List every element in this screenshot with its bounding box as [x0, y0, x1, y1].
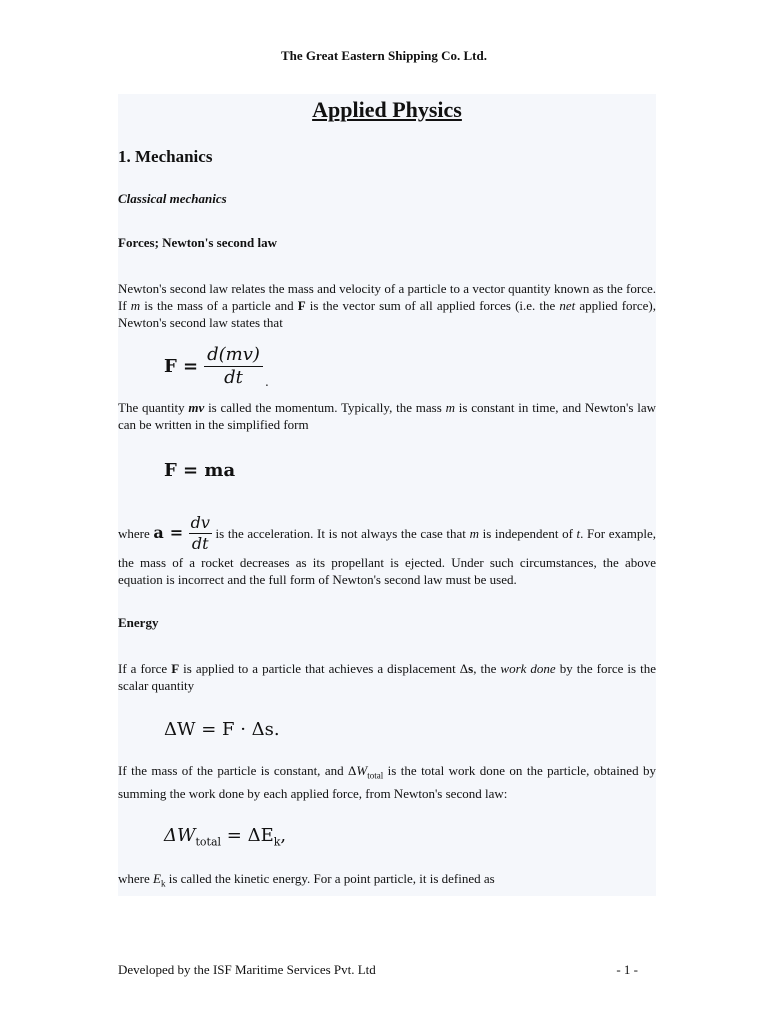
- paragraph-work: If a force F is applied to a particle that achieves a displacement Δs, the work done by the force is the scalar quantity: [118, 661, 656, 693]
- company-header: The Great Eastern Shipping Co. Ltd.: [281, 48, 487, 63]
- paragraph-total-work: If the mass of the particle is constant, and $\Delta W_{total}$ is the total work done on the particle, obtained by summing the work done by each applied force, from Newton's second law:: [118, 763, 656, 801]
- equation-kinetic: $\Delta W_{total} = \Delta E_k$,: [164, 824, 287, 849]
- paragraph-newton: Newton's second law relates the mass and velocity of a particle to a vector quantity known as the force. If m is the mass of a particle and F is the vector sum of all applied forces (i.e. the net applied force), Newton's second law states that: [118, 281, 656, 330]
- footer-developer: Developed by the ISF Maritime Services Pvt. Ltd: [118, 962, 376, 977]
- subsection-heading: Classical mechanics: [118, 191, 227, 206]
- page-number: - 1 -: [616, 962, 638, 977]
- equation-newton-simple: F = ma: [164, 459, 236, 481]
- equation-newton-full: F = $\frac{d(mv)}{dt}$ .: [164, 343, 269, 389]
- paragraph-momentum: The quantity mv is called the momentum. Typically, the mass m is constant in time, and Newton's law can be written in the simplified form: [118, 400, 656, 432]
- energy-heading: Energy: [118, 615, 159, 630]
- forces-heading: Forces; Newton's second law: [118, 235, 277, 250]
- document-title: Applied Physics: [312, 97, 462, 122]
- section-heading: 1. Mechanics: [118, 147, 213, 166]
- paragraph-kinetic-energy: where $E_k$ is called the kinetic energy. For a point particle, it is defined as: [118, 870, 495, 889]
- paragraph-acceleration: where a = $\frac{dv}{dt}$ is the acceleration. It is not always the case that m is independent of t. For example, the mass of a rocket decreases as its propellant is ejected. Under such circumstances, the above equation is incorrect and the full form of Newton's second law must be used.: [118, 513, 657, 587]
- document-body: [118, 94, 656, 896]
- page-footer: [118, 962, 638, 978]
- equation-work: ΔW = F · Δs.: [164, 718, 280, 740]
